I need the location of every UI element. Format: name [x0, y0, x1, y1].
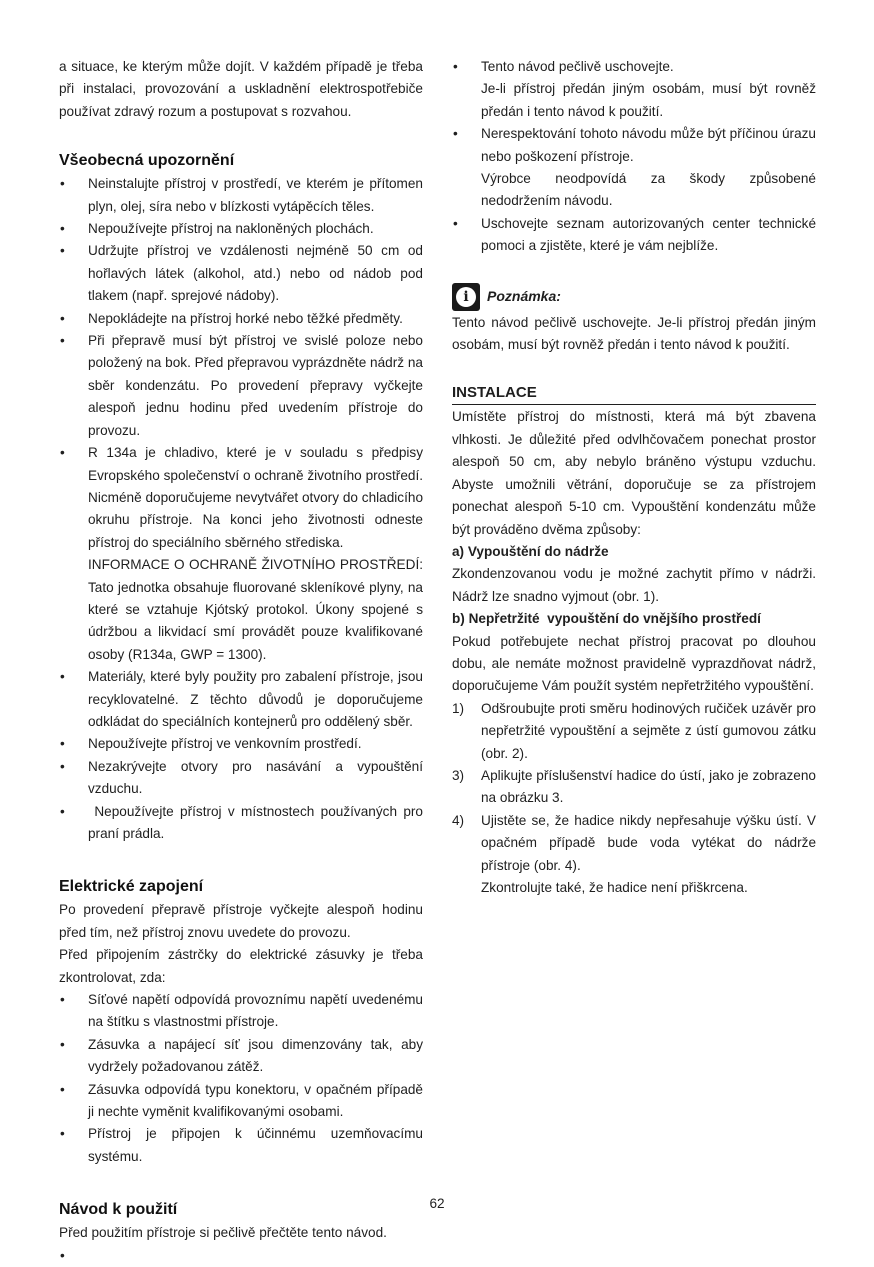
list-item: • Přístroj je připojen k účinnému uzemňovacímu systému.: [59, 1123, 423, 1168]
page-number: 62: [429, 1196, 445, 1211]
continuous-drain-heading: b) Nepřetržité vypouštění do vnějšího prostředí: [452, 611, 761, 627]
list-item: • Nepoužívejte přístroj na nakloněných plochách.: [59, 218, 423, 240]
usage-list: [59, 1245, 423, 1267]
bullet-icon: •: [60, 333, 65, 349]
bullet-icon: •: [60, 221, 65, 237]
continuous-drain-text: Pokud potřebujete nechat přístroj pracovat po dlouhou dobu, ale nemáte možnost pravidelně vyprazdňovat nádrž, doporučujeme Vám použít systém nepřetržitého vypouštění.: [452, 633, 816, 694]
bullet-icon: •: [60, 736, 65, 752]
bullet-icon: •: [60, 1036, 65, 1052]
step-number: 4): [452, 812, 465, 828]
bullet-icon: •: [60, 445, 65, 461]
tank-drain-heading: a) Vypouštění do nádrže: [452, 543, 609, 559]
right-column: [452, 56, 816, 899]
bullet-icon: •: [60, 1247, 65, 1263]
list-item: 4) Ujistěte se, že hadice nikdy nepřesahuje výšku ústí. V opačném případě bude voda vytékat do nádrže přístroje (obr. 4). Zkontrolujte také, že hadice není přiškrcena.: [452, 810, 816, 900]
general-warnings-heading: Všeobecná upozornění: [59, 152, 235, 170]
electrical-checklist: [59, 989, 423, 1168]
bullet-icon: •: [60, 243, 65, 259]
bullet-icon: •: [60, 1126, 65, 1142]
bullet-icon: •: [60, 992, 65, 1008]
list-item: • Nepokládejte na přístroj horké nebo těžké předměty.: [59, 308, 423, 330]
list-item: • Při přepravě musí být přístroj ve svislé poloze nebo položený na bok. Před přepravou vyprázdněte nádrž na sběr kondenzátu. Po provedení přepravy vyčkejte alespoň jednu hodinu před uvedením přístroje do provozu.: [59, 330, 423, 442]
list-item: • Neinstalujte přístroj v prostředí, ve kterém je přítomen plyn, olej, síra nebo v blízkosti vytápěcích těles.: [59, 173, 423, 218]
electrical-paragraph-1: Po provedení přepravě přístroje vyčkejte alespoň hodinu před tím, než přístroj znovu uvedete do provozu.: [59, 902, 423, 940]
electrical-connection-heading: Elektrické zapojení: [59, 878, 204, 896]
list-item: 1) Odšroubujte proti směru hodinových ručiček uzávěr pro nepřetržité vypouštění a sejměte z ústí gumovou zátku (obr. 2).: [452, 698, 816, 765]
intro-paragraph: a situace, ke kterým může dojít. V každém případě je třeba při instalaci, provozování a uskladnění elektrospotřebiče používat zdravý rozum a postupovat s rozvahou.: [59, 59, 423, 119]
electrical-paragraph-2: Před připojením zástrčky do elektrické zásuvky je třeba zkontrolovat, zda:: [59, 947, 423, 985]
bullet-icon: •: [60, 176, 65, 192]
list-item: • Síťové napětí odpovídá provoznímu napětí uvedenému na štítku s vlastnostmi přístroje.: [59, 989, 423, 1034]
bullet-icon: •: [60, 1081, 65, 1097]
list-item: 3) Aplikujte příslušenství hadice do ústí, jako je zobrazeno na obrázku 3.: [452, 765, 816, 810]
bullet-icon: •: [60, 803, 65, 819]
installation-heading: INSTALACE: [452, 382, 816, 405]
step-number: 1): [452, 700, 465, 716]
general-warnings-list: [59, 173, 427, 845]
installation-paragraph: Umístěte přístroj do místnosti, která má být zbavena vlhkosti. Je důležité před odvlhčovačem ponechat prostor alespoň 50 cm, aby nebylo bráněno výstupu vzduchu. Abyste umožnili větrání, doporučuje se za přístrojem ponechat alespoň 5-10 cm. Vypouštění kondenzátu může být prováděno dvěma způsoby:: [452, 409, 816, 537]
bullet-icon: •: [453, 126, 458, 142]
list-item: • Zásuvka a napájecí síť jsou dimenzovány tak, aby vydržely požadovanou zátěž.: [59, 1034, 423, 1079]
list-item: • Nepoužívejte přístroj ve venkovním prostředí.: [59, 733, 423, 755]
manual-care-list: [452, 56, 816, 258]
note-header: [452, 282, 816, 312]
list-item: • Tento návod pečlivě uschovejte. Je-li přístroj předán jiným osobám, musí být rovněž předán i tento návod k použití.: [452, 56, 816, 123]
bullet-icon: •: [60, 758, 65, 774]
list-item: • Nepoužívejte přístroj v místnostech používaných pro praní prádla.: [59, 801, 423, 846]
usage-paragraph: Před použitím přístroje si pečlivě přečtěte tento návod.: [59, 1225, 387, 1241]
bullet-icon: •: [453, 215, 458, 231]
note-text: Tento návod pečlivě uschovejte. Je-li přístroj předán jiným osobám, musí být rovněž předán i tento návod k použití.: [452, 314, 816, 353]
list-item: [59, 1245, 423, 1267]
list-item: • Uschovejte seznam autorizovaných center technické pomoci a zjistěte, které je vám nejblíže.: [452, 213, 816, 258]
list-item: • R 134a je chladivo, které je v souladu s předpisy Evropského společenství o ochraně životního prostředí. Nicméně doporučujeme nevytvářet otvory do chladicího okruhu přístroje. Na konci jeho životnosti odneste přístroj do speciálního sběrného střediska. INFORMACE O OCHRANĚ ŽIVOTNÍHO PROSTŘEDÍ: Tato jednotka obsahuje fluorované skleníkové plyny, na které se vztahuje Kjótský protokol. Úkony spojené s údržbou a likvidací smí provádět pouze kvalifikované osoby (R134a, GWP = 1300).: [59, 442, 423, 666]
step-number: 3): [452, 767, 465, 783]
bullet-icon: •: [60, 310, 65, 326]
left-column: [59, 56, 427, 1267]
note-title: Poznámka:: [487, 288, 561, 305]
bullet-icon: •: [60, 669, 65, 685]
list-item: • Udržujte přístroj ve vzdálenosti nejméně 50 cm od hořlavých látek (alkohol, atd.) nebo od nádob pod tlakem (např. sprejové nádoby).: [59, 240, 423, 307]
list-item: • Nezakrývejte otvory pro nasávání a vypouštění vzduchu.: [59, 756, 423, 801]
list-item: • Zásuvka odpovídá typu konektoru, v opačném případě ji nechte vyměnit kvalifikovanými osobami.: [59, 1079, 423, 1124]
usage-instructions-heading: Návod k použití: [59, 1201, 178, 1219]
list-item: • Materiály, které byly použity pro zabalení přístroje, jsou recyklovatelné. Z těchto důvodů je doporučujeme odkládat do speciálních kontejnerů pro oddělený sběr.: [59, 666, 423, 733]
environment-info: INFORMACE O OCHRANĚ ŽIVOTNÍHO PROSTŘEDÍ: Tato jednotka obsahuje fluorované skleníkové plyny, na které se vztahuje Kjótský protokol. Úkony spojené s údržbou a likvidací smí provádět pouze kvalifikované osoby (R134a, GWP = 1300).: [88, 557, 423, 662]
tank-drain-text: Zkondenzovanou vodu je možné zachytit přímo v nádrži. Nádrž lze snadno vyjmout (obr. 1).: [452, 566, 816, 604]
list-item: • Nerespektování tohoto návodu může být příčinou úrazu nebo poškození přístroje. Výrobce neodpovídá za škody způsobené nedodržením návodu.: [452, 123, 816, 213]
drain-steps-list: [452, 698, 816, 900]
info-icon: i: [452, 283, 480, 311]
bullet-icon: •: [453, 59, 458, 74]
